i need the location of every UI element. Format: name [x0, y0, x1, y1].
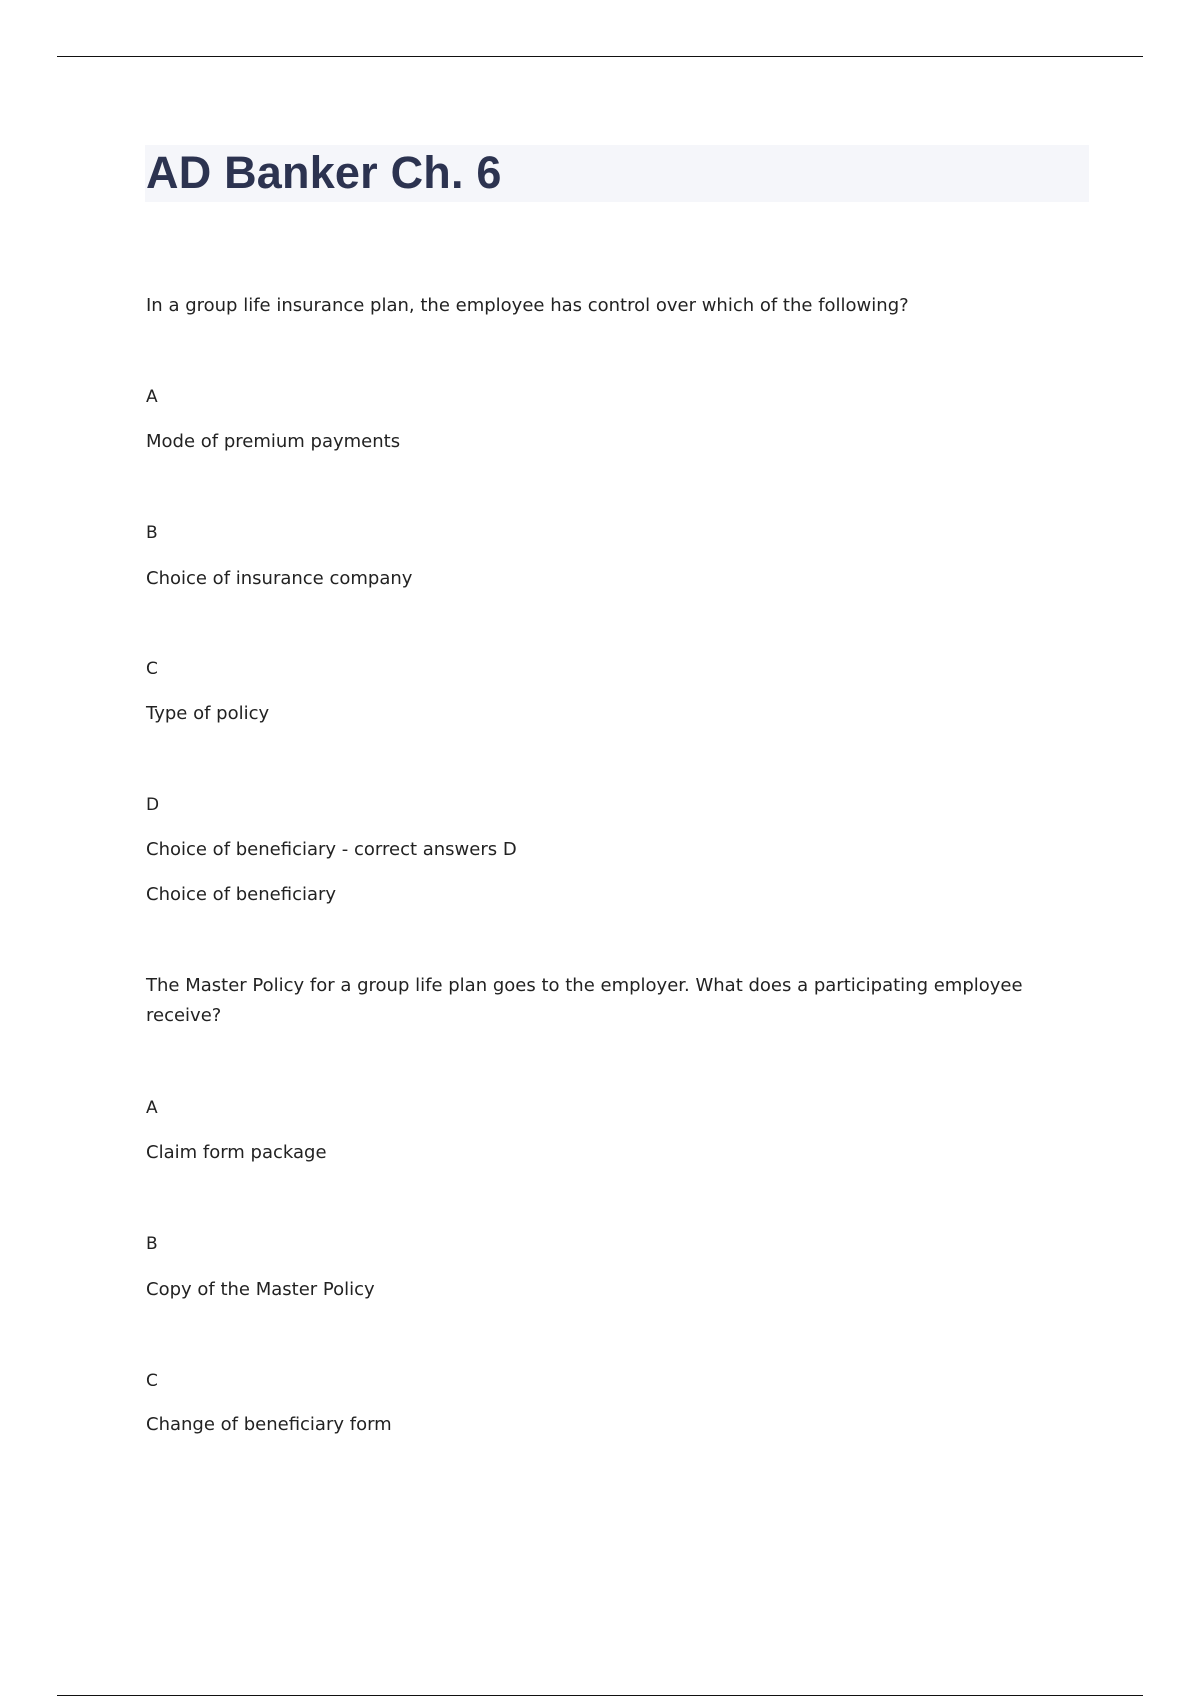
question-1-option-b-text: Choice of insurance company [146, 568, 413, 589]
page-title: AD Banker Ch. 6 [146, 147, 502, 198]
question-1-option-c-letter: C [146, 659, 158, 679]
question-2-option-a-text: Claim form package [146, 1142, 327, 1163]
top-rule [57, 56, 1143, 57]
question-2-prompt: The Master Policy for a group life plan goes to the employer. What does a participating employee receive? [146, 975, 1023, 1026]
question-1-option-c-text: Type of policy [146, 703, 270, 724]
question-2-option-b-text: Copy of the Master Policy [146, 1279, 375, 1300]
question-2-option-c-letter: C [146, 1371, 158, 1391]
question-1-option-a-text: Mode of premium payments [146, 431, 401, 452]
question-1-answer: Choice of beneficiary [146, 884, 337, 905]
question-1-option-b-letter: B [146, 523, 158, 543]
question-2-option-b-letter: B [146, 1234, 158, 1254]
question-2-option-a-letter: A [146, 1098, 158, 1118]
question-1-option-d-text: Choice of beneficiary - correct answers D [146, 839, 517, 860]
question-2-option-c-text: Change of beneficiary form [146, 1414, 392, 1435]
question-1-prompt: In a group life insurance plan, the employee has control over which of the following? [146, 295, 909, 316]
bottom-rule [57, 1695, 1143, 1696]
question-1-option-d-letter: D [146, 795, 160, 815]
question-1-option-a-letter: A [146, 387, 158, 407]
